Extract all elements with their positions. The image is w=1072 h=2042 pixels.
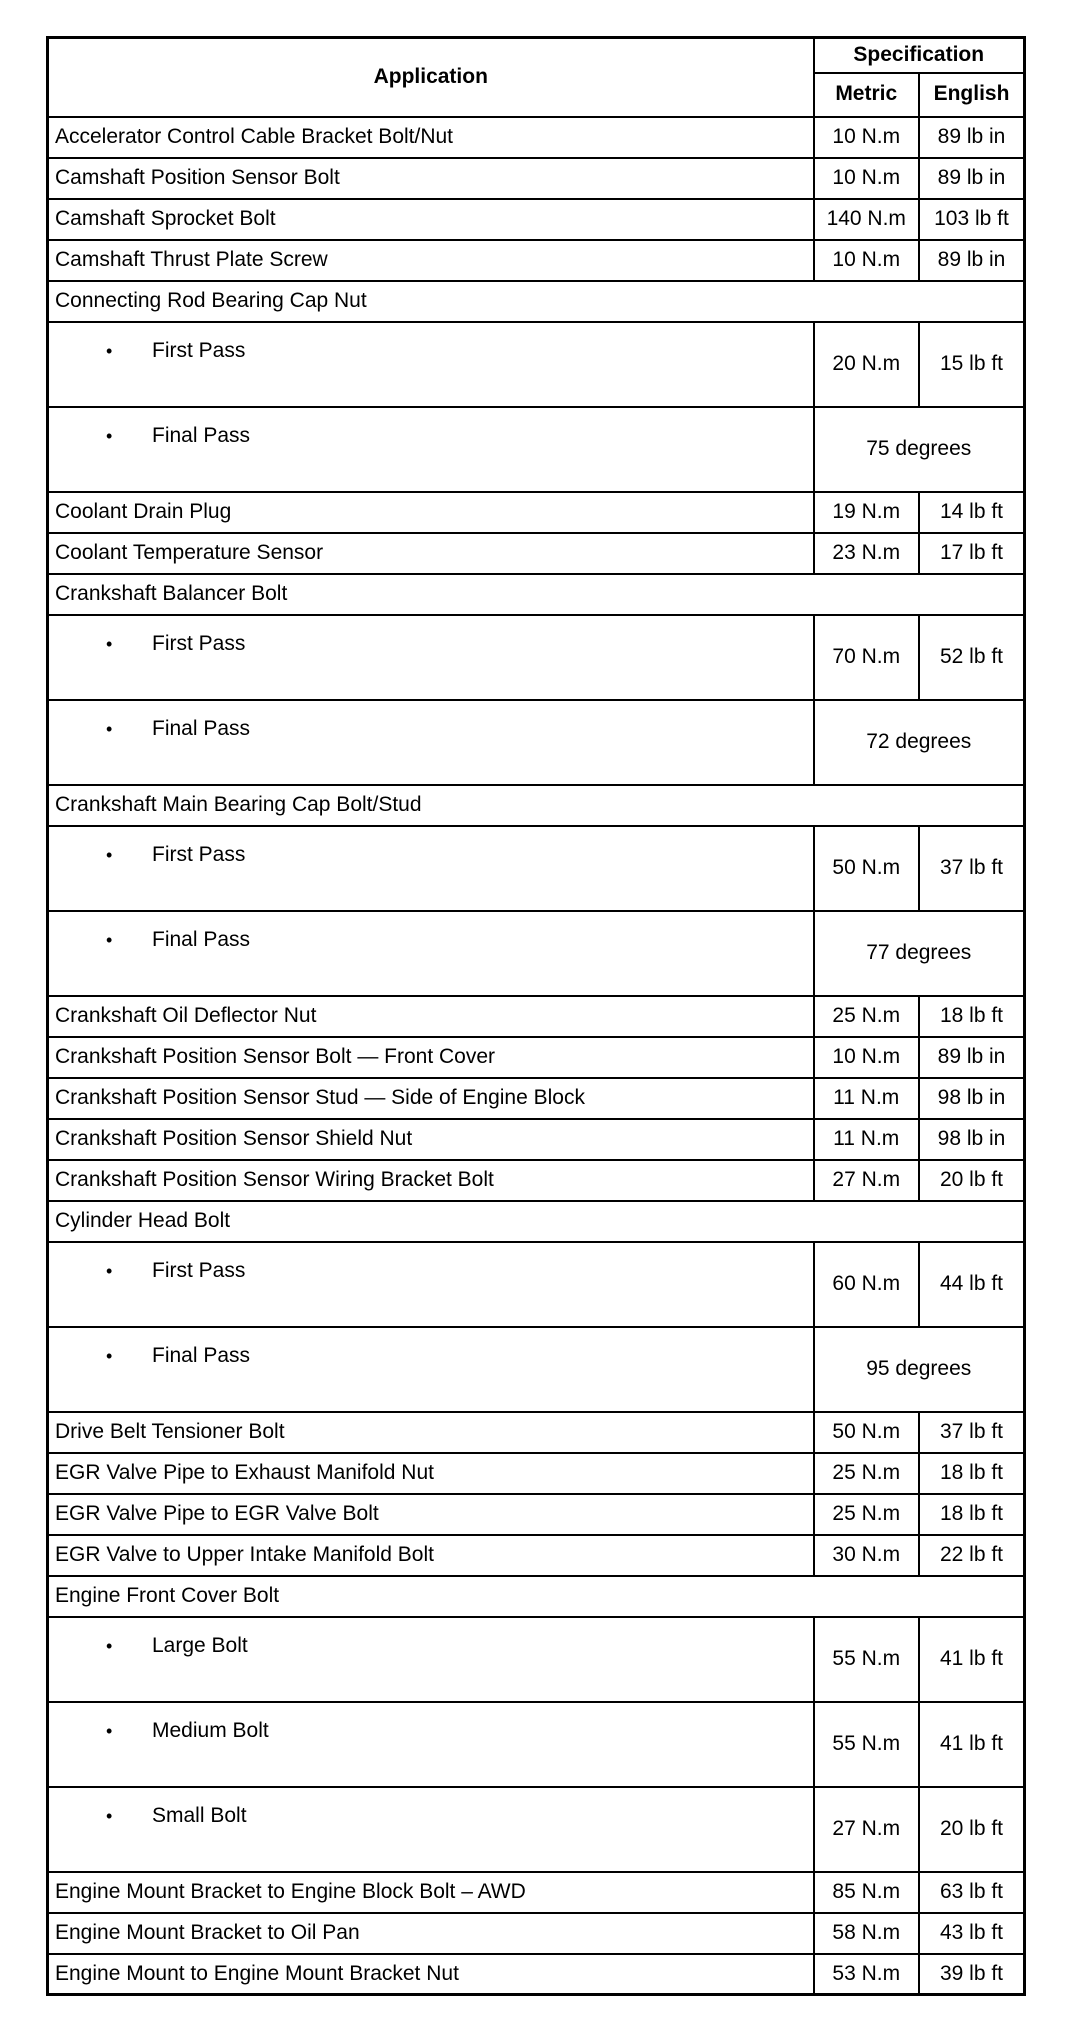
header-row-top <box>48 38 1025 73</box>
application-sub-cell <box>48 407 814 492</box>
spec-row <box>48 240 1025 281</box>
english-value-cell: 103 lb ft <box>919 199 1025 240</box>
metric-value-cell: 27 N.m <box>814 1787 920 1872</box>
english-value-cell: 41 lb ft <box>919 1617 1025 1702</box>
sub-spec-row <box>48 1242 1025 1327</box>
application-sub-cell <box>48 1787 814 1872</box>
application-sub-cell <box>48 1242 814 1327</box>
spec-row <box>48 1119 1025 1160</box>
sub-label: First Pass <box>152 1258 246 1282</box>
english-value-cell: 43 lb ft <box>919 1913 1025 1954</box>
header-english: English <box>919 73 1025 117</box>
sub-label: First Pass <box>152 338 246 362</box>
english-value-cell: 98 lb in <box>919 1078 1025 1119</box>
merged-value-cell: 75 degrees <box>814 407 1025 492</box>
header-specification: Specification <box>814 38 1025 73</box>
spec-row <box>48 199 1025 240</box>
spec-row <box>48 1872 1025 1913</box>
english-value-cell: 63 lb ft <box>919 1872 1025 1913</box>
english-value-cell: 41 lb ft <box>919 1702 1025 1787</box>
english-value-cell: 17 lb ft <box>919 533 1025 574</box>
sub-label: Final Pass <box>152 716 251 740</box>
application-cell: Accelerator Control Cable Bracket Bolt/Nut <box>48 117 814 158</box>
sub-spec-row-merged <box>48 407 1025 492</box>
metric-value-cell: 27 N.m <box>814 1160 920 1201</box>
bullet-icon: • <box>106 929 113 950</box>
sub-spec-row <box>48 1787 1025 1872</box>
sub-spec-row <box>48 1617 1025 1702</box>
header-metric: Metric <box>814 73 920 117</box>
metric-value-cell: 11 N.m <box>814 1119 920 1160</box>
sub-spec-row <box>48 615 1025 700</box>
application-cell: Crankshaft Position Sensor Stud — Side of Engine Block <box>48 1078 814 1119</box>
metric-value-cell: 60 N.m <box>814 1242 920 1327</box>
spec-row <box>48 117 1025 158</box>
metric-value-cell: 11 N.m <box>814 1078 920 1119</box>
bullet-icon: • <box>106 1720 113 1741</box>
application-sub-cell <box>48 1327 814 1412</box>
application-cell: Crankshaft Position Sensor Shield Nut <box>48 1119 814 1160</box>
english-value-cell: 89 lb in <box>919 240 1025 281</box>
spec-row <box>48 996 1025 1037</box>
section-row <box>48 281 1025 322</box>
metric-value-cell: 58 N.m <box>814 1913 920 1954</box>
sub-label: Final Pass <box>152 927 251 951</box>
application-cell: Coolant Drain Plug <box>48 492 814 533</box>
table-header <box>48 38 1025 117</box>
metric-value-cell: 55 N.m <box>814 1702 920 1787</box>
section-row <box>48 1201 1025 1242</box>
english-value-cell: 15 lb ft <box>919 322 1025 407</box>
bullet-icon: • <box>106 1345 113 1366</box>
sub-label: Large Bolt <box>152 1633 248 1657</box>
sub-spec-row <box>48 826 1025 911</box>
english-value-cell: 39 lb ft <box>919 1954 1025 1995</box>
metric-value-cell: 25 N.m <box>814 1453 920 1494</box>
torque-specification-table <box>46 36 1026 1996</box>
application-cell: Crankshaft Position Sensor Bolt — Front Cover <box>48 1037 814 1078</box>
application-cell: EGR Valve to Upper Intake Manifold Bolt <box>48 1535 814 1576</box>
english-value-cell: 18 lb ft <box>919 996 1025 1037</box>
english-value-cell: 52 lb ft <box>919 615 1025 700</box>
metric-value-cell: 10 N.m <box>814 1037 920 1078</box>
metric-value-cell: 10 N.m <box>814 158 920 199</box>
english-value-cell: 98 lb in <box>919 1119 1025 1160</box>
bullet-icon: • <box>106 844 113 865</box>
merged-value-cell: 77 degrees <box>814 911 1025 996</box>
section-row <box>48 1576 1025 1617</box>
english-value-cell: 22 lb ft <box>919 1535 1025 1576</box>
section-label-cell: Crankshaft Balancer Bolt <box>48 574 1025 615</box>
metric-value-cell: 10 N.m <box>814 117 920 158</box>
section-label-cell: Connecting Rod Bearing Cap Nut <box>48 281 1025 322</box>
sub-label: Final Pass <box>152 423 251 447</box>
metric-value-cell: 140 N.m <box>814 199 920 240</box>
bullet-icon: • <box>106 340 113 361</box>
spec-row <box>48 1913 1025 1954</box>
application-cell: Camshaft Thrust Plate Screw <box>48 240 814 281</box>
metric-value-cell: 50 N.m <box>814 1412 920 1453</box>
sub-label: First Pass <box>152 842 246 866</box>
metric-value-cell: 25 N.m <box>814 996 920 1037</box>
english-value-cell: 20 lb ft <box>919 1787 1025 1872</box>
bullet-icon: • <box>106 633 113 654</box>
application-cell: Drive Belt Tensioner Bolt <box>48 1412 814 1453</box>
sub-spec-row-merged <box>48 911 1025 996</box>
metric-value-cell: 25 N.m <box>814 1494 920 1535</box>
english-value-cell: 18 lb ft <box>919 1453 1025 1494</box>
spec-row <box>48 1453 1025 1494</box>
application-cell: Camshaft Sprocket Bolt <box>48 199 814 240</box>
metric-value-cell: 30 N.m <box>814 1535 920 1576</box>
application-sub-cell <box>48 615 814 700</box>
application-sub-cell <box>48 322 814 407</box>
application-cell: Engine Mount Bracket to Oil Pan <box>48 1913 814 1954</box>
sub-spec-row <box>48 1702 1025 1787</box>
english-value-cell: 37 lb ft <box>919 1412 1025 1453</box>
application-sub-cell <box>48 1617 814 1702</box>
section-label-cell: Crankshaft Main Bearing Cap Bolt/Stud <box>48 785 1025 826</box>
bullet-icon: • <box>106 718 113 739</box>
metric-value-cell: 50 N.m <box>814 826 920 911</box>
merged-value-cell: 95 degrees <box>814 1327 1025 1412</box>
metric-value-cell: 20 N.m <box>814 322 920 407</box>
application-sub-cell <box>48 1702 814 1787</box>
spec-row <box>48 1078 1025 1119</box>
english-value-cell: 89 lb in <box>919 117 1025 158</box>
application-cell: Crankshaft Oil Deflector Nut <box>48 996 814 1037</box>
application-cell: Coolant Temperature Sensor <box>48 533 814 574</box>
bullet-icon: • <box>106 425 113 446</box>
sub-label: Small Bolt <box>152 1803 247 1827</box>
spec-row <box>48 492 1025 533</box>
sub-label: First Pass <box>152 631 246 655</box>
section-label-cell: Engine Front Cover Bolt <box>48 1576 1025 1617</box>
table-body <box>48 117 1025 1995</box>
sub-spec-row-merged <box>48 700 1025 785</box>
application-cell: EGR Valve Pipe to EGR Valve Bolt <box>48 1494 814 1535</box>
metric-value-cell: 53 N.m <box>814 1954 920 1995</box>
sub-label: Final Pass <box>152 1343 251 1367</box>
metric-value-cell: 10 N.m <box>814 240 920 281</box>
application-cell: Engine Mount Bracket to Engine Block Bolt – AWD <box>48 1872 814 1913</box>
spec-row <box>48 1412 1025 1453</box>
spec-row <box>48 533 1025 574</box>
spec-row <box>48 1160 1025 1201</box>
application-sub-cell <box>48 911 814 996</box>
metric-value-cell: 19 N.m <box>814 492 920 533</box>
english-value-cell: 89 lb in <box>919 158 1025 199</box>
section-row <box>48 574 1025 615</box>
sub-label: Medium Bolt <box>152 1718 269 1742</box>
spec-row <box>48 1037 1025 1078</box>
application-cell: Crankshaft Position Sensor Wiring Bracket Bolt <box>48 1160 814 1201</box>
spec-row <box>48 158 1025 199</box>
header-application: Application <box>48 38 814 117</box>
bullet-icon: • <box>106 1260 113 1281</box>
sub-spec-row <box>48 322 1025 407</box>
bullet-icon: • <box>106 1805 113 1826</box>
english-value-cell: 44 lb ft <box>919 1242 1025 1327</box>
spec-row <box>48 1954 1025 1995</box>
section-row <box>48 785 1025 826</box>
application-sub-cell <box>48 826 814 911</box>
sub-spec-row-merged <box>48 1327 1025 1412</box>
spec-row <box>48 1494 1025 1535</box>
english-value-cell: 89 lb in <box>919 1037 1025 1078</box>
english-value-cell: 18 lb ft <box>919 1494 1025 1535</box>
application-cell: Engine Mount to Engine Mount Bracket Nut <box>48 1954 814 1995</box>
english-value-cell: 37 lb ft <box>919 826 1025 911</box>
application-sub-cell <box>48 700 814 785</box>
spec-row <box>48 1535 1025 1576</box>
metric-value-cell: 85 N.m <box>814 1872 920 1913</box>
metric-value-cell: 70 N.m <box>814 615 920 700</box>
english-value-cell: 14 lb ft <box>919 492 1025 533</box>
application-cell: EGR Valve Pipe to Exhaust Manifold Nut <box>48 1453 814 1494</box>
metric-value-cell: 23 N.m <box>814 533 920 574</box>
section-label-cell: Cylinder Head Bolt <box>48 1201 1025 1242</box>
merged-value-cell: 72 degrees <box>814 700 1025 785</box>
bullet-icon: • <box>106 1635 113 1656</box>
metric-value-cell: 55 N.m <box>814 1617 920 1702</box>
application-cell: Camshaft Position Sensor Bolt <box>48 158 814 199</box>
english-value-cell: 20 lb ft <box>919 1160 1025 1201</box>
